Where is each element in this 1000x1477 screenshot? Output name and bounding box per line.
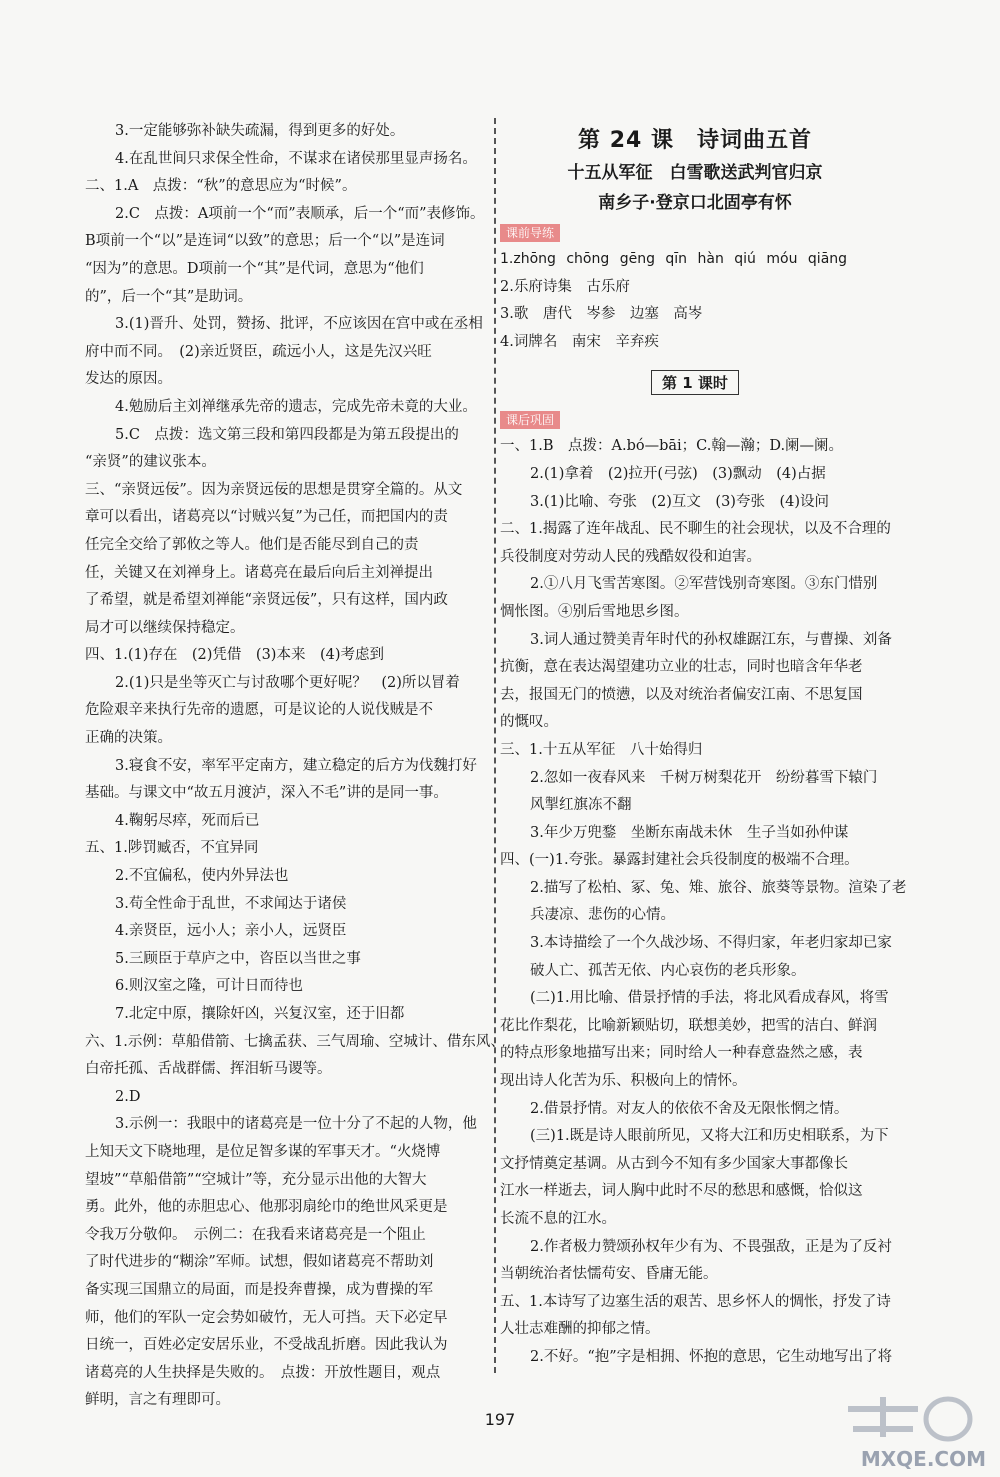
right-text-line: 人壮志难酬的抑郁之情。 [500, 1321, 660, 1338]
right-text-line: 2.描写了松柏、冢、兔、雉、旅谷、旅葵等景物。渲染了老 [530, 879, 907, 896]
left-text-line: 3.示例一：我眼中的诸葛亮是一位十分了不起的人物，他 [115, 1116, 477, 1133]
preview-line: 2.乐府诗集 古乐府 [500, 278, 630, 295]
session-label-box [500, 370, 890, 395]
right-text-line: 去，报国无门的愤懑，以及对统治者偏安江南、不思复国 [500, 686, 863, 703]
poem-titles-line1: 十五从军征 白雪歌送武判官归京 [567, 163, 823, 183]
right-text-line: 惆怅图。④别后雪地思乡图。 [500, 603, 689, 620]
right-text-line: 二、1.揭露了连年战乱、民不聊生的社会现状，以及不合理的 [500, 521, 891, 538]
left-column [85, 118, 505, 1415]
right-text-line: 现出诗人化苦为乐、积极向上的情怀。 [500, 1073, 747, 1090]
left-text-line: 四、1.(1)存在 (2)凭借 (3)本来 (4)考虑到 [85, 647, 384, 664]
right-text-line: 三、1.十五从军征 八十始得归 [500, 741, 703, 758]
right-text-line: 风掣红旗冻不翻 [530, 797, 632, 814]
left-text-line: 府中而不同。 (2)亲近贤臣，疏远小人，这是先汉兴旺 [85, 343, 432, 360]
review-answers [500, 433, 907, 1371]
left-text-line: 任完全交给了郭攸之等人。他们是否能尽到自己的责 [85, 536, 419, 553]
left-text-line: 的”，后一个“其”是助词。 [85, 288, 253, 305]
right-text-line: 的特点形象地描写出来；同时给人一种春意盎然之感，表 [500, 1045, 863, 1062]
right-text-line: 的慨叹。 [500, 714, 558, 731]
right-text-line: 长流不息的江水。 [500, 1211, 616, 1227]
left-text-line: 3.寝食不安，率军平定南方，建立稳定的后方为伐魏打好 [115, 757, 477, 774]
watermark-text: MXQE.COM [860, 1447, 986, 1471]
right-text-line: 2.①八月飞雪苦寒图。②军营饯别奇寒图。③东门惜别 [530, 576, 878, 593]
lesson-title: 第 24 课 诗词曲五首 [578, 128, 812, 153]
left-text-line: 7.北定中原，攘除奸凶，兴复汉室，还于旧都 [115, 1006, 405, 1022]
page-number: 197 [484, 1410, 516, 1429]
left-text-line: 4.勉励后主刘禅继承先帝的遗志，完成先帝未竟的大业。 [115, 398, 477, 415]
left-text-line: 基础。与课文中“故五月渡泸，深入不毛”讲的是同一事。 [85, 785, 448, 802]
column-divider [494, 118, 496, 1373]
left-text-line: 4.在乱世间只求保全性命，不谋求在诸侯那里显声扬名。 [115, 150, 477, 167]
right-text-line: 江水一样逝去，词人胸中此时不尽的愁思和感慨，恰似这 [500, 1183, 863, 1200]
left-text-line: 诸葛亮的人生抉择是失败的。 点拨：开放性题目，观点 [85, 1364, 441, 1381]
preview-answers [500, 274, 890, 357]
right-text-line: 2.作者极力赞颂孙权年少有为、不畏强敌，正是为了反衬 [530, 1238, 892, 1255]
right-text-line: 2.不好。“抱”字是相拥、怀抱的意思，它生动地写出了将 [530, 1348, 893, 1365]
left-text-line: 二、1.A 点拨：“秋”的意思应为“时候”。 [85, 178, 357, 195]
left-text-line: 五、1.陟罚臧否，不宜异同 [85, 840, 259, 857]
right-text-line: 3.词人通过赞美青年时代的孙权雄踞江东，与曹操、刘备 [530, 631, 892, 648]
right-text-line: 一、1.B 点拨：A.bó—bāi；C.翰—瀚；D.阑—阑。 [500, 438, 844, 455]
left-text-line: 了希望，就是希望刘禅能“亲贤远佞”，只有这样，国内政 [85, 592, 448, 609]
left-text-line: 2.不宜偏私，使内外异法也 [115, 868, 289, 885]
left-text-line: 鲜明，言之有理即可。 [85, 1392, 230, 1409]
left-text-line: “因为”的意思。D项前一个“其”是代词，意思为“他们 [85, 260, 424, 277]
left-text-line: 5.三顾臣于草庐之中，咨臣以当世之事 [115, 950, 361, 967]
left-text-line: 勇。此外，他的赤胆忠心、他那羽扇纶巾的绝世风采更是 [85, 1199, 448, 1216]
poem-titles-line2: 南乡子·登京口北固亭有怀 [598, 193, 792, 213]
right-text-line: 兵凄凉、悲伤的心情。 [530, 907, 675, 924]
preview-section-badge: 课前导练 [500, 224, 560, 242]
left-text-line: “亲贤”的建议张本。 [85, 454, 216, 471]
session-label: 第 1 课时 [651, 370, 739, 395]
left-text-line: 章可以看出，诸葛亮以“讨贼兴复”为己任，而把国内的责 [85, 509, 448, 526]
right-text-line: 文抒情奠定基调。从古到今不知有多少国家大事都像长 [500, 1155, 848, 1172]
right-text-line: 3.(1)比喻、夸张 (2)互文 (3)夸张 (4)设问 [530, 493, 829, 510]
left-text-line: 2.C 点拨：A项前一个“而”表顺承，后一个“而”表修饰。 [115, 205, 485, 222]
left-text-line: 发达的原因。 [85, 371, 172, 388]
left-text-line: 任，关键又在刘禅身上。诸葛亮在最后向后主刘禅提出 [85, 564, 433, 581]
left-text-line: 望坡”“草船借箭”“空城计”等，充分显示出他的大智大 [85, 1171, 427, 1188]
left-text-line: 三、“亲贤远佞”。因为亲贤远佞的思想是贯穿全篇的。从文 [85, 481, 463, 498]
right-text-line: 当朝统治者怯懦苟安、昏庸无能。 [500, 1266, 718, 1283]
left-text-line: 3.苟全性命于乱世，不求闻达于诸侯 [115, 895, 347, 912]
right-text-line: 五、1.本诗写了边塞生活的艰苦、思乡怀人的惆怅，抒发了诗 [500, 1293, 891, 1310]
left-text-line: 正确的决策。 [85, 730, 172, 747]
right-text-line: 花比作梨花，比喻新颖贴切，联想美妙，把雪的洁白、鲜润 [500, 1017, 877, 1034]
right-text-line: (二)1.用比喻、借景抒情的手法，将北风看成春风，将雪 [530, 990, 889, 1007]
preview-line: 3.歌 唐代 岑参 边塞 高岑 [500, 306, 703, 323]
left-text-line: 师，他们的军队一定会势如破竹，无人可挡。天下必定早 [85, 1309, 448, 1326]
left-text-line: 3.一定能够弥补缺失疏漏，得到更多的好处。 [115, 123, 405, 139]
right-text-line: 兵役制度对劳动人民的残酷奴役和迫害。 [500, 548, 761, 565]
right-text-line: 四、(一)1.夸张。暴露封建社会兵役制度的极端不合理。 [500, 852, 859, 869]
right-text-line: 3.本诗描绘了一个久战沙场、不得归家，年老归家却已家 [530, 935, 892, 952]
left-text-line: B项前一个“以”是连词“以致”的意思；后一个“以”是连词 [85, 233, 445, 250]
pinyin-answers: 1.zhōng chōng gēng qīn hàn qiú móu qiāng [500, 251, 848, 267]
left-text-line: 2.D [115, 1088, 141, 1105]
review-section-badge: 课后巩固 [500, 411, 560, 429]
right-text-line: (三)1.既是诗人眼前所见，又将大江和历史相联系，为下 [530, 1128, 889, 1145]
left-text-line: 备实现三国鼎立的局面，而是投奔曹操，成为曹操的军 [85, 1281, 433, 1298]
right-column [500, 118, 907, 1372]
left-text-line: 5.C 点拨：选文第三段和第四段都是为第五段提出的 [115, 426, 459, 443]
left-text-line: 3.(1)晋升、处罚，赞扬、批评，不应该因在宫中或在丞相 [115, 316, 483, 333]
left-text-line: 2.(1)只是坐等灭亡与讨敌哪个更好呢？ (2)所以冒着 [115, 674, 460, 691]
left-text-line: 6.则汉室之隆，可计日而待也 [115, 978, 303, 995]
left-text-line: 令我万分敬仰。 示例二：在我看来诸葛亮是一个阻止 [85, 1226, 426, 1243]
right-text-line: 2.(1)拿着 (2)拉开(弓弦) (3)飘动 (4)占据 [530, 465, 826, 482]
right-text-line: 破人亡、孤苦无依、内心哀伤的老兵形象。 [530, 962, 806, 979]
left-text-line: 白帝托孤、舌战群儒、挥泪斩马谡等。 [85, 1061, 332, 1078]
left-text-line: 危险艰辛来执行先帝的遗愿，可是议论的人说伐贼是不 [85, 702, 433, 719]
left-text-line: 4.亲贤臣，远小人；亲小人，远贤臣 [115, 923, 347, 940]
right-text-line: 2.忽如一夜春风来 千树万树梨花开 纷纷暮雪下辕门 [530, 769, 878, 786]
left-text-line: 了时代进步的“糊涂”军师。试想，假如诸葛亮不帮助刘 [85, 1254, 434, 1271]
right-text-line: 3.年少万兜鍪 坐断东南战未休 生子当如孙仲谋 [530, 824, 849, 841]
right-text-line: 2.借景抒情。对友人的依依不舍及无限怅惘之情。 [530, 1100, 849, 1117]
right-text-line: 抗衡，意在表达渴望建功立业的壮志，同时也暗含年华老 [500, 659, 863, 676]
left-text-line: 六、1.示例：草船借箭、七擒孟获、三气周瑜、空城计、借东风、 [85, 1033, 505, 1050]
left-text-line: 4.鞠躬尽瘁，死而后已 [115, 812, 260, 829]
left-text-line: 上知天文下晓地理，是位足智多谋的军事天才。“火烧博 [85, 1143, 441, 1160]
preview-line: 4.词牌名 南宋 辛弃疾 [500, 333, 659, 350]
left-text-line: 局才可以继续保持稳定。 [85, 619, 245, 636]
left-text-line: 日统一，百姓必定安居乐业，不受战乱折磨。因此我认为 [85, 1337, 448, 1354]
